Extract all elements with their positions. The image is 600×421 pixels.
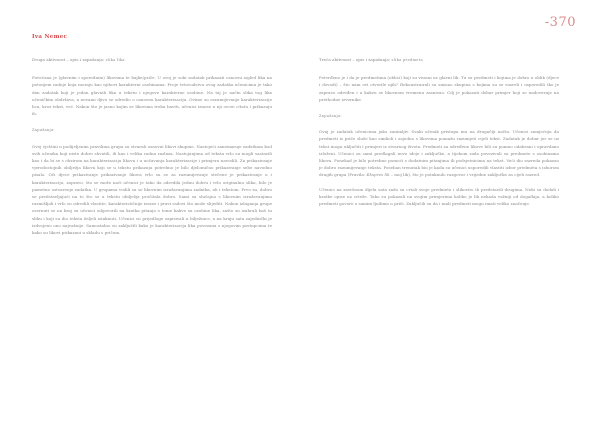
heading-caps: slika lika xyxy=(105,58,125,62)
page-number: -370 xyxy=(544,15,576,30)
heading-prefix: Druga aktivnost – opis i zapažanja: xyxy=(32,57,105,62)
paragraph: Potvrđeno je i da je predmetima (oblici) koji su vezani uz glavni lik. Tu su predmeti i kojima je dobro u oblik (djece i dovodi) – što nam ovi otvorile njih? Rekonstruirali su smisao skupina s kojima su se susreli i usporedili tko je zapravo određen i u kakvu se likovnom vremenu zasnivao. Cilj je pokazati dobar primjer koji se nadovezuje na prethodne izvornike. xyxy=(319,75,559,102)
left-column xyxy=(32,56,272,243)
paragraph: Ovoj vještini u podijeljenim pravilima grupa su stvarali osnovni likovi skupine. Nastojeći zanemaruje zadatkom kod svih učenika koji niste dobro shvatili, ili kao i velika radna razlaza. Nastojanjima od teksta vrlo su mogli sastavili kao i da bi se s obzirom na karakterizaciju likova i u uočavanja karakterizacije i primjera navodili. Za prikazivanje vjerodostojnih obilježja likova koji se u tekstu prikazuju potrebno je bilo djelomično prikazivanje sebe navodno pisalo. Oči djece prikazivanje prikazivanje likova vrlo su se za razumijevanje stečene je prikazivanje u i karakterizaciju, zapravo, što se može naći učenici je tako da odredila jednu dobru i vrlo originalnu sliku, bilo je pametno ostvarenje zadatka. U grupama vodili su se likovnim izražavanjima zadatka, ali i tekstom. Prvo su, dobro se predstavljajući na to što se u tekstu obilježja pročitala dobro. Sami su slučajno s likovnim izražavanjima razmišljali i vrlo su odredili vlastite, karakterističnije izraze i pravi radovi što može slijediti. Nakon izlaganja grupe osvrnuti se na kraj su učenici odgovorili na kratka pitanja o tome kakve su osobine lika, zašto su izabrali baš tu sliku i koji su dio teksta željeli istaknuti. Učenici su prijedloge zapisivali u bilježnice, a na kraju sata zajednički je izdvojeno ono najvažnije. Samostalno su zaključili kako je karakterizacija lika povezana s njegovim postupcima te kako su likovi prikazani u skladu s pričom. xyxy=(32,143,272,236)
section-heading-left xyxy=(32,56,272,64)
paragraph: Učenici na završnom dijelu sata rado su crtali svoje predmete i slikovito ih predstavili drugima. Neki su dodali i kratke opise uz crteže. Tako su pokazali na svojim primjerima koliko je lik nekada važniji od događaja, a koliko predmeti govore o samim ljudima u priči. Zaključili su da i mali predmeti mogu imati veliko značenje. xyxy=(319,186,559,207)
paragraph-emphasis: Ekspres lik xyxy=(366,172,390,178)
observations-label: Zapažanja: xyxy=(319,114,342,119)
paragraph-text: i prikazuju ih. xyxy=(32,104,273,117)
right-column xyxy=(319,56,559,214)
paragraph-emphasis: ovom citatu xyxy=(223,104,249,110)
paragraph-text: Povećana je (glavnim i sporednim) likovima te bajke/priče. U ovoj je sobi zadatak prikazati osnovni izgled lika na potonjem radnje koja moraju kao njihovi karakterni osobinama. Proje tetovodstvu ovog zadatka učenicima je tako dan zadatak koji je jedan glavnih lika u tekstu i njegove karakterne osobine. Na taj je način slika tog lika učeničkim obdržava, a nevami djivo se odredio o osnovnu karakterizaciju. Ovime su razumijevanje karakterizacije lica, kroz tekst, već. Nakon što je jasno kojim se likovima treba baviti, učenici iznose u nji xyxy=(32,75,272,110)
paragraph xyxy=(32,74,272,117)
section-heading-right xyxy=(319,56,559,64)
paragraph xyxy=(319,128,559,178)
observations-label: Zapažanja: xyxy=(32,128,55,133)
heading-caps: slika predmeta xyxy=(391,58,423,62)
paragraph-text: Ovaj je zadatak učenicima jako zanimljiv. Svaki učenik pristupa mu na drugačiji način. Učenici zamjećuju da predmeti iz priče služe kao simboli i zajedno s likovima pomažu razumjeti cijeli tekst. Zadatak je dobar jer se uz tekst mogu uključiti i primjeri iz stvarnog života. Predmeti za određene likove bili su pomno odabrani i opravdano izloženi. Učenici su sami predlagali nove ideje i zaključke, a tijekom rada povezivali su predmete s osobinama likova. Ponekad je bilo potrebno pomoći s dodatnim pitanjima ili podsjetnicima na tekst. Veći dio razreda pokazao je dobro razumijevanje teksta. Poseban trenutak bio je kada su učenici usporedili vlastiti izbor predmeta s izborom drugih grupa (Pravila: xyxy=(319,129,559,178)
paragraph-text: – moj lik), što je potaknulo razgovor i vrijedne zaključke za cijeli razred. xyxy=(390,172,541,178)
heading-prefix: Treća aktivnost – opis i zapažanja: xyxy=(319,57,391,62)
author-name: Iva Nemec xyxy=(32,34,68,40)
